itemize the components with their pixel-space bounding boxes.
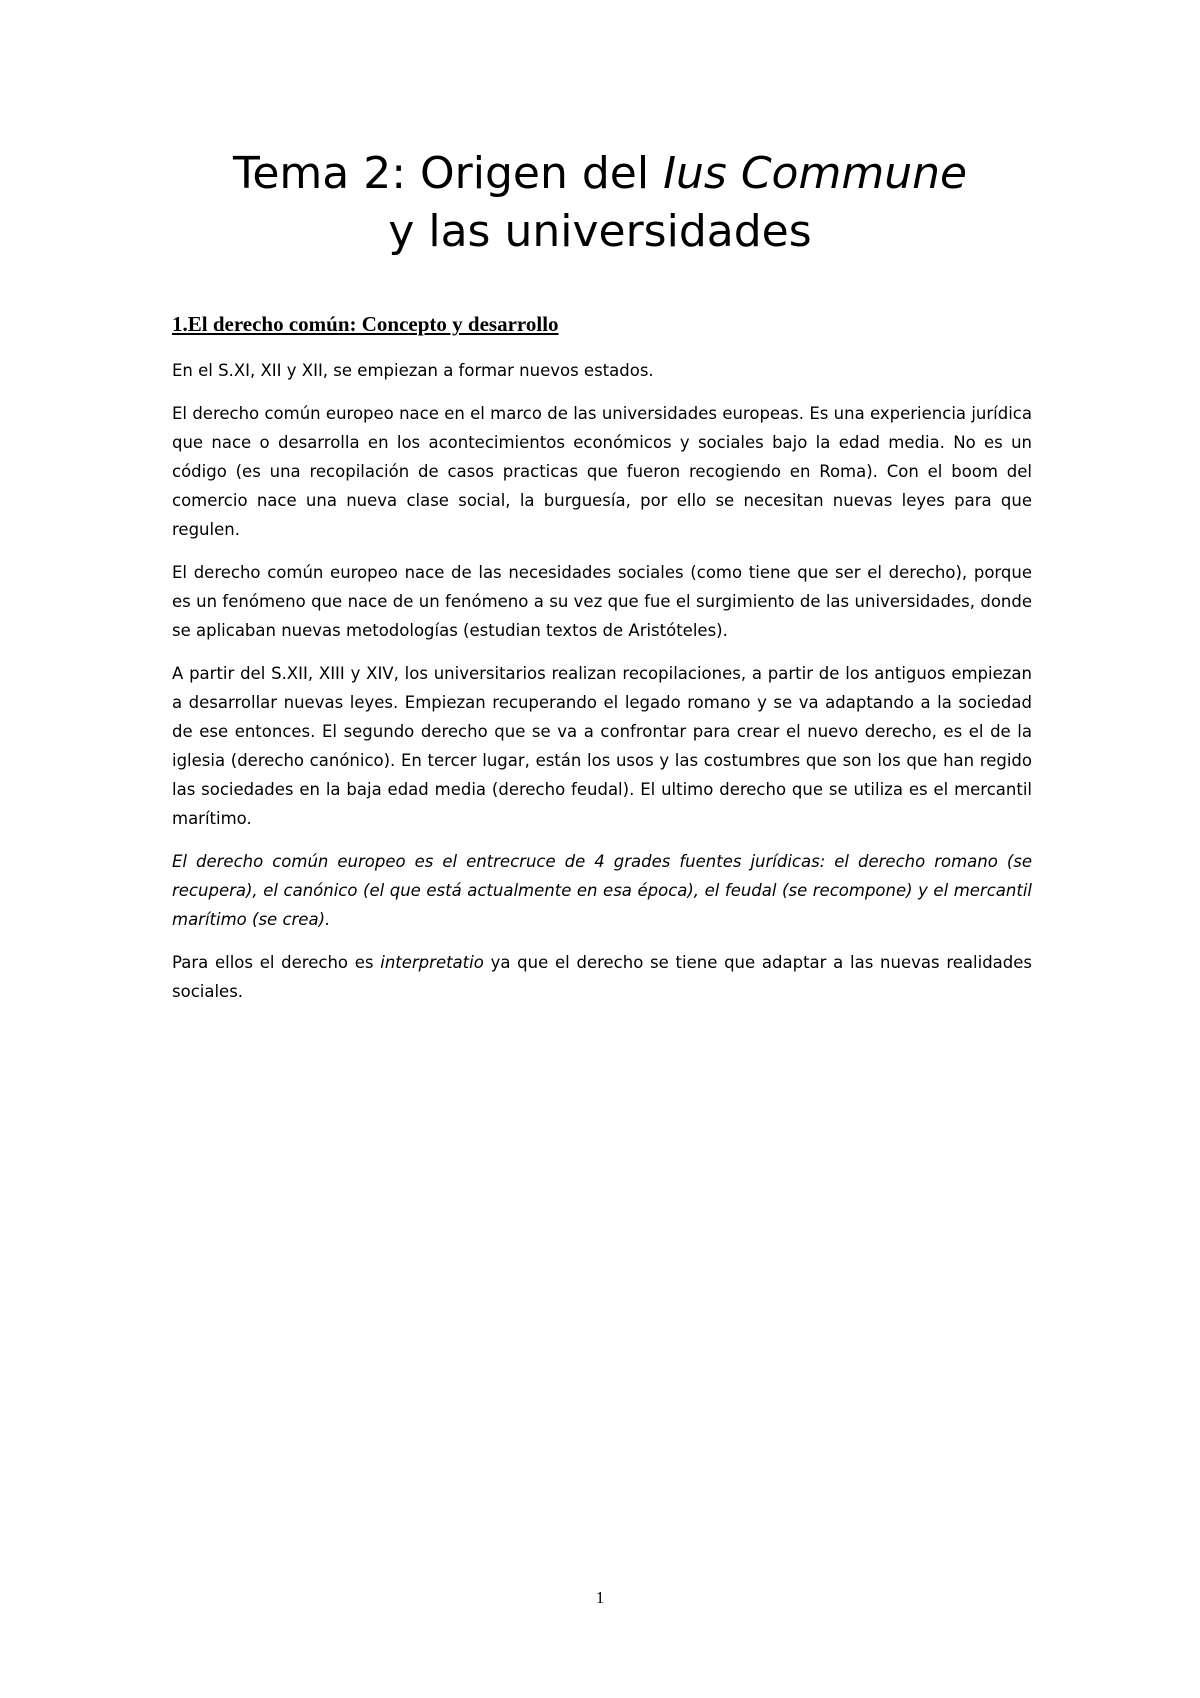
paragraph-6: [172, 948, 1032, 1006]
document-body: [172, 310, 1032, 1020]
paragraph-2: El derecho común europeo nace en el marco de las universidades europeas. Es una experiencia jurídica que nace o desarrolla en los acontecimientos económicos y sociales bajo la edad media. No es un código (es una recopilación de casos practicas que fueron recogiendo en Roma). Con el boom del comercio nace una nueva clase social, la burguesía, por ello se necesitan nuevas leyes para que regulen.: [172, 404, 1032, 539]
document-title: [150, 145, 1050, 261]
paragraph-6-italic-term: interpretatio: [380, 953, 484, 972]
paragraph-4: A partir del S.XII, XIII y XIV, los universitarios realizan recopilaciones, a partir de los antiguos empiezan a desarrollar nuevas leyes. Empiezan recuperando el legado romano y se va adaptando a la sociedad de ese entonces. El segundo derecho que se va a confrontar para crear el nuevo derecho, es el de la iglesia (derecho canónico). En tercer lugar, están los usos y las costumbres que son los que han regido las sociedades en la baja edad media (derecho feudal). El ultimo derecho que se utiliza es el mercantil marítimo.: [172, 664, 1032, 828]
title-prefix: Tema 2: Origen del: [232, 148, 664, 199]
title-line-2: y las universidades: [388, 206, 812, 257]
paragraph-6-start: Para ellos el derecho es: [172, 953, 381, 972]
title-italic-term: Ius Commune: [663, 148, 968, 199]
paragraph-3: El derecho común europeo nace de las necesidades sociales (como tiene que ser el derecho), porque es un fenómeno que nace de un fenómeno a su vez que fue el surgimiento de las universidades, donde se aplicaban nuevas metodologías (estudian textos de Aristóteles).: [172, 563, 1032, 640]
paragraph-6-end: ya que el derecho se tiene que adaptar a las nuevas realidades sociales.: [172, 953, 1032, 1001]
page-number: 1: [595, 1588, 605, 1607]
paragraph-5-italic: El derecho común europeo es el entrecruce de 4 grades fuentes jurídicas: el derecho romano (se recupera), el canónico (el que está actualmente en esa época), el feudal (se recompone) y el mercantil marítimo (se crea).: [172, 852, 1032, 929]
title-line-1: [150, 145, 1050, 203]
paragraph-1: En el S.XI, XII y XII, se empiezan a formar nuevos estados.: [172, 361, 654, 380]
section-heading: 1.El derecho común: Concepto y desarrollo: [172, 312, 559, 336]
